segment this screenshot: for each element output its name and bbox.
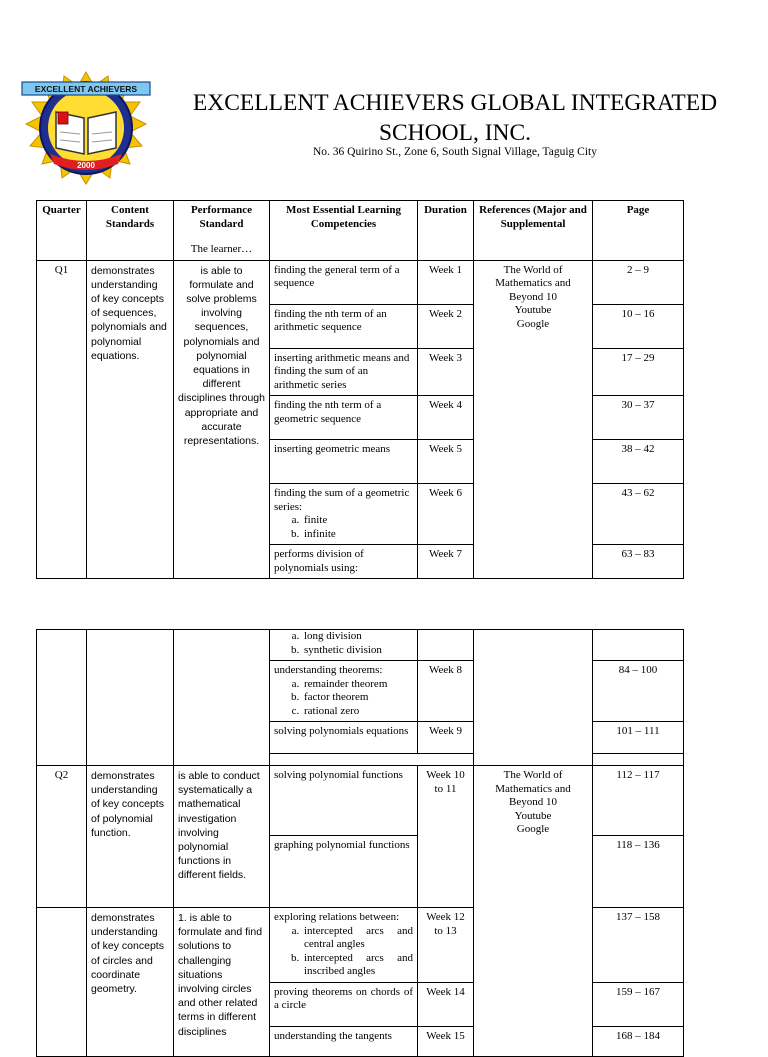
q2b-quarter <box>37 908 87 1057</box>
page-range: 10 – 16 <box>593 304 684 348</box>
q2b-content-standard: demonstrates understanding of key concepts of circles and coordinate geometry. <box>87 908 174 1057</box>
competency-list <box>274 678 413 719</box>
page-range: 17 – 29 <box>593 348 684 396</box>
duration: Week 12 to 13 <box>418 908 474 983</box>
page-range <box>593 630 684 661</box>
reference-line: The World of <box>503 263 563 276</box>
school-name-line2: SCHOOL, INC. <box>378 120 532 146</box>
list-item: b. infinite <box>302 528 413 542</box>
page-range: 30 – 37 <box>593 396 684 440</box>
page-range: 118 – 136 <box>593 836 684 908</box>
competency: solving polynomials equations <box>270 722 418 754</box>
reference-line: Beyond 10 <box>509 290 557 303</box>
q2-content-standard: demonstrates understanding of key concepts of polynomial function. <box>87 766 174 908</box>
reference-line: Google <box>516 317 550 330</box>
duration: Week 7 <box>418 545 474 579</box>
school-name-line1: EXCELLENT ACHIEVERS GLOBAL INTEGRATED <box>192 90 718 116</box>
competency-list <box>274 630 413 657</box>
competency: solving polynomial functions <box>270 766 418 836</box>
header-competencies: Most Essential Learning Competencies <box>270 201 418 261</box>
q1-cont-performance <box>174 630 270 766</box>
header-quarter: Quarter <box>37 201 87 261</box>
spacer-cell <box>418 754 474 766</box>
reference-line: Google <box>516 823 550 835</box>
competency: performs division of polynomials using: <box>270 545 418 579</box>
spacer-cell <box>270 754 418 766</box>
list-item: b. synthetic division <box>302 644 413 658</box>
q2-performance-standard: is able to conduct systematically a mathematical investigation involving polynomial functions in different fields. <box>174 766 270 908</box>
reference-line: Youtube <box>514 809 552 822</box>
q1-cont-quarter <box>37 630 87 766</box>
spacer-cell <box>593 754 684 766</box>
reference-line: Mathematics and <box>495 277 571 289</box>
list-item: b. intercepted arcs and inscribed angles <box>302 952 413 979</box>
list-item: a. intercepted arcs and central angles <box>302 925 413 952</box>
page-range: 84 – 100 <box>593 661 684 722</box>
q1-performance-standard: is able to formulate and solve problems involving sequences, polynomials and polynomial equations in different disciplines through appropriate and accurate representations. <box>174 260 270 579</box>
competency: inserting arithmetic means and finding the sum of an arithmetic series <box>270 348 418 396</box>
q1-quarter: Q1 <box>37 260 87 579</box>
page-range: 38 – 42 <box>593 440 684 484</box>
q2-quarter: Q2 <box>37 766 87 908</box>
competency <box>270 661 418 722</box>
duration: Week 10 to 11 <box>418 766 474 908</box>
competency: proving theorems on chords of a circle <box>270 982 418 1026</box>
table-row <box>37 260 684 304</box>
duration <box>418 630 474 661</box>
list-item: c. rational zero <box>302 705 413 719</box>
q1-cont-references <box>474 630 593 766</box>
q1-content-standard: demonstrates understanding of key concepts of sequences, polynomials and polynomial equations. <box>87 260 174 579</box>
q1-references <box>474 260 593 579</box>
competency: graphing polynomial functions <box>270 836 418 908</box>
header-page: Page <box>593 201 684 261</box>
header-performance-standard <box>174 201 270 261</box>
school-name <box>160 88 750 148</box>
header-references: References (Major and Supplemental <box>474 201 593 261</box>
logo-year: 2000 <box>77 161 95 170</box>
competency <box>270 908 418 983</box>
competency-list <box>274 514 413 541</box>
duration: Week 14 <box>418 982 474 1026</box>
list-item: a. long division <box>302 630 413 644</box>
page-range: 43 – 62 <box>593 484 684 545</box>
reference-line: Mathematics and <box>495 782 571 795</box>
q1-cont-content <box>87 630 174 766</box>
duration: Week 2 <box>418 304 474 348</box>
logo-banner-text: EXCELLENT ACHIEVERS <box>34 84 138 94</box>
table-row <box>37 766 684 836</box>
reference-line: Beyond 10 <box>509 796 557 808</box>
page-range: 2 – 9 <box>593 260 684 304</box>
q2b-performance-standard: 1. is able to formulate and find solutions to challenging situations involving circles and other related terms in different disciplines <box>174 908 270 1057</box>
list-item: a. remainder theorem <box>302 678 413 692</box>
table-row <box>37 630 684 661</box>
school-address: No. 36 Quirino St., Zone 6, South Signal Village, Taguig City <box>313 146 597 158</box>
competency <box>270 630 418 661</box>
duration: Week 15 <box>418 1026 474 1056</box>
reference-line: The World of <box>503 769 563 781</box>
page-range: 168 – 184 <box>593 1026 684 1056</box>
page-range: 112 – 117 <box>593 766 684 836</box>
curriculum-table-part1 <box>36 200 684 579</box>
duration: Week 9 <box>418 722 474 754</box>
competency: finding the general term of a sequence <box>270 260 418 304</box>
duration: Week 1 <box>418 260 474 304</box>
reference-line: Youtube <box>514 304 552 316</box>
page-range: 63 – 83 <box>593 545 684 579</box>
duration: Week 4 <box>418 396 474 440</box>
competency-text: understanding theorems: <box>274 664 383 676</box>
duration: Week 3 <box>418 348 474 396</box>
q2-references <box>474 766 593 1057</box>
duration: Week 6 <box>418 484 474 545</box>
curriculum-table-part2 <box>36 629 684 1057</box>
list-item: a. finite <box>302 514 413 528</box>
competency-text: finding the sum of a geometric series: <box>274 487 410 513</box>
logo-flag-icon <box>58 112 68 124</box>
header-performance-label: Performance Standard <box>190 204 253 230</box>
performance-intro: The learner… <box>190 243 253 255</box>
page-range: 101 – 111 <box>593 722 684 754</box>
competency <box>270 484 418 545</box>
page-range: 137 – 158 <box>593 908 684 983</box>
competency: understanding the tangents <box>270 1026 418 1056</box>
competency: inserting geometric means <box>270 440 418 484</box>
header-duration: Duration <box>418 201 474 261</box>
competency: finding the nth term of an arithmetic sequence <box>270 304 418 348</box>
header-content-standards: Content Standards <box>87 201 174 261</box>
competency-text: exploring relations between: <box>274 911 400 923</box>
school-logo <box>20 70 152 190</box>
page-range: 159 – 167 <box>593 982 684 1026</box>
duration: Week 8 <box>418 661 474 722</box>
duration: Week 5 <box>418 440 474 484</box>
list-item: b. factor theorem <box>302 691 413 705</box>
competency: finding the nth term of a geometric sequence <box>270 396 418 440</box>
competency-list <box>274 925 413 979</box>
